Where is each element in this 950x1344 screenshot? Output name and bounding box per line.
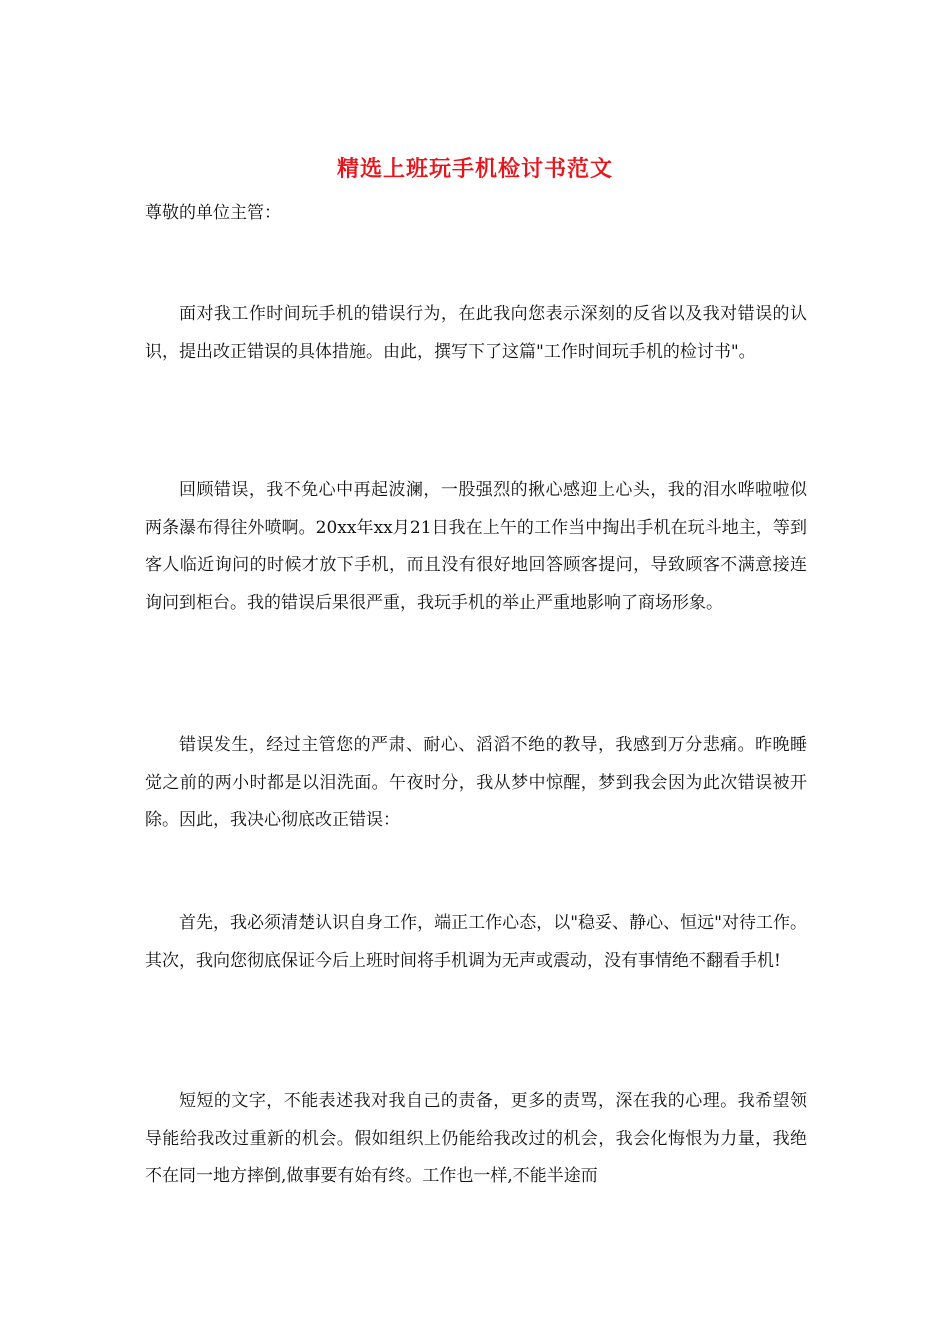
paragraph-5: 短短的文字，不能表述我对我自己的责备，更多的责骂，深在我的心理。我希望领导能给我改过重新的机会。假如组织上仍能给我改过的机会，我会化悔恨为力量，我绝不在同一地方摔倒,做事要有始有终。工作也一样,不能半途而 [145, 1091, 807, 1186]
paragraph-1: 面对我工作时间玩手机的错误行为，在此我向您表示深刻的反省以及我对错误的认识，提出改正错误的具体措施。由此，撰写下了这篇"工作时间玩手机的检讨书"。 [145, 304, 807, 362]
paragraph-2: 回顾错误，我不免心中再起波澜，一股强烈的揪心感迎上心头，我的泪水哗啦啦似两条瀑布得往外喷啊。20xx年xx月21日我在上午的工作当中掏出手机在玩斗地主，等到客人临近询问的时候才放下手机，而且没有很好地回答顾客提问，导致顾客不满意接连询问到柜台。我的错误后果很严重，我玩手机的举止严重地影响了商场形象。 [145, 480, 807, 613]
document-title: 精选上班玩手机检讨书范文 [336, 156, 613, 182]
paragraph-4: 首先，我必须清楚认识自身工作，端正工作心态，以"稳妥、静心、恒远"对待工作。其次，我向您彻底保证今后上班时间将手机调为无声或震动，没有事情绝不翻看手机! [145, 913, 807, 971]
paragraph-3: 错误发生，经过主管您的严肃、耐心、滔滔不绝的教导，我感到万分悲痛。昨晚睡觉之前的两小时都是以泪洗面。午夜时分，我从梦中惊醒，梦到我会因为此次错误被开除。因此，我决心彻底改正错误： [145, 735, 807, 830]
salutation: 尊敬的单位主管： [145, 203, 281, 223]
